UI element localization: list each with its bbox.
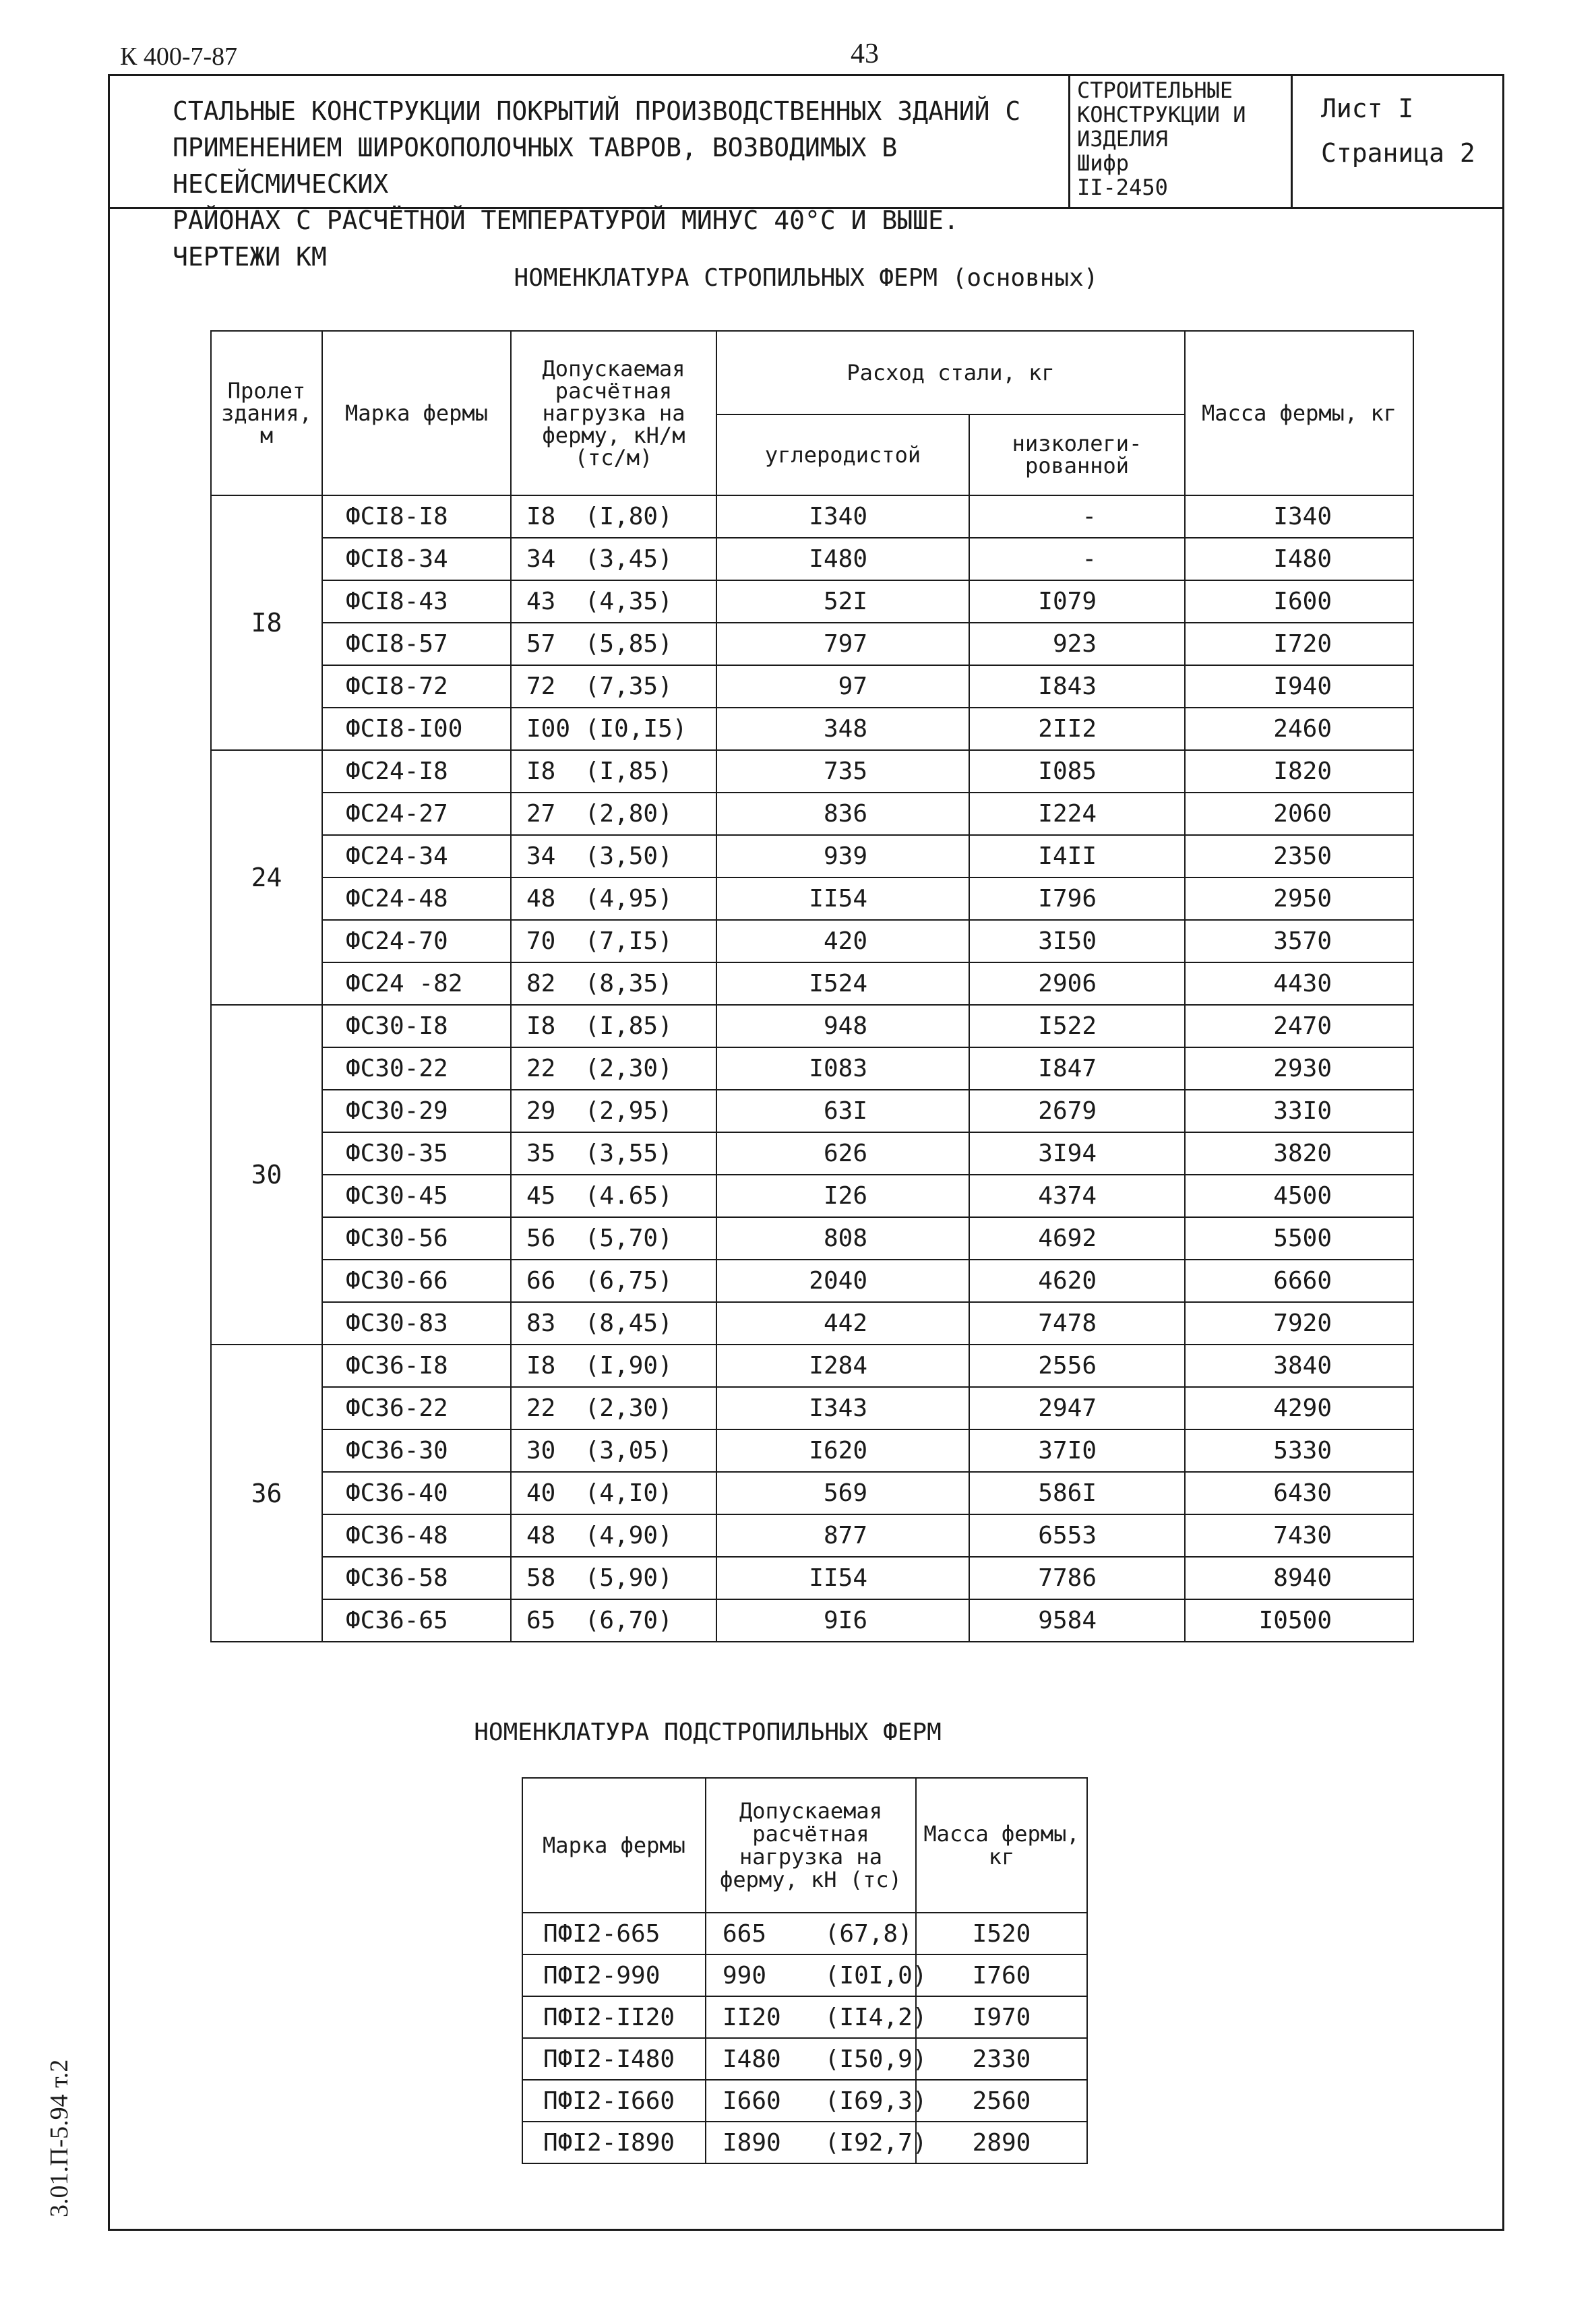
load-cell: 22 (2,30): [511, 1047, 716, 1090]
mass-cell: I760: [916, 1954, 1087, 1996]
mark-cell: ФСI8-I00: [322, 708, 511, 750]
load-cell: 40 (4,I0): [511, 1472, 716, 1514]
mass-cell: 2560: [916, 2080, 1087, 2122]
series-line: Шифр: [1077, 150, 1130, 176]
mass-cell: 2930: [1185, 1047, 1413, 1090]
low-alloy-cell: 586I: [969, 1472, 1185, 1514]
low-alloy-cell: I522: [969, 1005, 1185, 1047]
table-row: [211, 877, 1413, 920]
mark-cell: ФС24-34: [322, 835, 511, 877]
mass-cell: I520: [916, 1913, 1087, 1954]
table-row: [211, 750, 1413, 793]
mass-cell: 3840: [1185, 1345, 1413, 1387]
header-span: Пролет здания, м: [211, 331, 322, 495]
mass-cell: 7430: [1185, 1514, 1413, 1557]
load-cell: 35 (3,55): [511, 1132, 716, 1175]
page-number: 43: [851, 38, 879, 69]
carbon-cell: 97: [716, 665, 969, 708]
table-row: [211, 1090, 1413, 1132]
load-cell: 83 (8,45): [511, 1302, 716, 1345]
carbon-cell: 939: [716, 835, 969, 877]
load-cell: I480 (I50,9): [706, 2038, 916, 2080]
table-row: [211, 1302, 1413, 1345]
carbon-cell: 836: [716, 793, 969, 835]
carbon-cell: 797: [716, 623, 969, 665]
load-cell: 70 (7,I5): [511, 920, 716, 962]
low-alloy-cell: 7478: [969, 1302, 1185, 1345]
mass-cell: 2890: [916, 2122, 1087, 2163]
table-row: [211, 1260, 1413, 1302]
low-alloy-cell: I224: [969, 793, 1185, 835]
table-row: [211, 665, 1413, 708]
carbon-cell: I284: [716, 1345, 969, 1387]
mark-cell: ФС24 -82: [322, 962, 511, 1005]
table-row: [211, 1345, 1413, 1387]
mass-cell: I940: [1185, 665, 1413, 708]
mark-cell: ФС30-I8: [322, 1005, 511, 1047]
load-cell: II20 (II4,2): [706, 1996, 916, 2038]
sub-header-mark: Марка фермы: [522, 1778, 706, 1913]
side-stamp: 3.01.П-5.94 т.2: [45, 2059, 73, 2217]
load-cell: 56 (5,70): [511, 1217, 716, 1260]
document-code: К 400-7-87: [120, 42, 238, 71]
load-cell: 34 (3,45): [511, 538, 716, 580]
load-cell: 58 (5,90): [511, 1557, 716, 1599]
load-cell: 665 (67,8): [706, 1913, 916, 1954]
table-row: [211, 580, 1413, 623]
mark-cell: ФС24-48: [322, 877, 511, 920]
sub-rafter-truss-table: [522, 1777, 1088, 2164]
low-alloy-cell: 923: [969, 623, 1185, 665]
carbon-cell: 348: [716, 708, 969, 750]
table-row: [211, 1429, 1413, 1472]
table-row: [211, 962, 1413, 1005]
carbon-cell: I340: [716, 495, 969, 538]
carbon-cell: 626: [716, 1132, 969, 1175]
load-cell: 34 (3,50): [511, 835, 716, 877]
table-row: [211, 1005, 1413, 1047]
header-low-alloy: низколеги-рованной: [969, 414, 1185, 495]
low-alloy-cell: 3I50: [969, 920, 1185, 962]
mark-cell: ПФI2-I660: [522, 2080, 706, 2122]
table-row: [211, 1132, 1413, 1175]
mark-cell: ФСI8-57: [322, 623, 511, 665]
table-row: [211, 1599, 1413, 1642]
table-row: [522, 2038, 1087, 2080]
sub-header-mass: Масса фермы, кг: [916, 1778, 1087, 1913]
title-text: [108, 74, 1070, 272]
series-line: II-2450: [1077, 175, 1168, 200]
series-info: [1070, 74, 1293, 207]
page-label: Страница 2: [1321, 138, 1475, 168]
carbon-cell: 808: [716, 1217, 969, 1260]
low-alloy-cell: I4II: [969, 835, 1185, 877]
carbon-cell: 948: [716, 1005, 969, 1047]
mass-cell: I970: [916, 1996, 1087, 2038]
load-cell: I8 (I,85): [511, 750, 716, 793]
load-cell: 990 (I0I,0): [706, 1954, 916, 1996]
title-line: ПРИМЕНЕНИЕМ ШИРОКОПОЛОЧНЫХ ТАВРОВ, ВОЗВОДИМЫХ В НЕСЕЙСМИЧЕСКИХ: [173, 133, 898, 199]
low-alloy-cell: 9584: [969, 1599, 1185, 1642]
mass-cell: 2350: [1185, 835, 1413, 877]
mark-cell: ФС30-22: [322, 1047, 511, 1090]
mass-cell: 4430: [1185, 962, 1413, 1005]
title-block: [108, 74, 1504, 272]
load-cell: 82 (8,35): [511, 962, 716, 1005]
low-alloy-cell: I796: [969, 877, 1185, 920]
low-alloy-cell: 7786: [969, 1557, 1185, 1599]
mass-cell: 4290: [1185, 1387, 1413, 1429]
carbon-cell: 2040: [716, 1260, 969, 1302]
load-cell: 65 (6,70): [511, 1599, 716, 1642]
load-cell: I890 (I92,7): [706, 2122, 916, 2163]
mass-cell: 2950: [1185, 877, 1413, 920]
series-line: КОНСТРУКЦИИ И: [1077, 102, 1246, 127]
mark-cell: ФС30-35: [322, 1132, 511, 1175]
load-cell: 43 (4,35): [511, 580, 716, 623]
table-row: [211, 793, 1413, 835]
mark-cell: ПФI2-I890: [522, 2122, 706, 2163]
header-mark: Марка фермы: [322, 331, 511, 495]
carbon-cell: I26: [716, 1175, 969, 1217]
table-row: [211, 708, 1413, 750]
low-alloy-cell: 2556: [969, 1345, 1185, 1387]
low-alloy-cell: 2II2: [969, 708, 1185, 750]
series-line: ИЗДЕЛИЯ: [1077, 126, 1168, 152]
load-cell: 48 (4,95): [511, 877, 716, 920]
load-cell: 45 (4.65): [511, 1175, 716, 1217]
carbon-cell: 877: [716, 1514, 969, 1557]
mass-cell: 3820: [1185, 1132, 1413, 1175]
mark-cell: ФС36-22: [322, 1387, 511, 1429]
sheet-number: Лист I: [1321, 94, 1414, 123]
load-cell: I00 (I0,I5): [511, 708, 716, 750]
mass-cell: 8940: [1185, 1557, 1413, 1599]
mass-cell: 2470: [1185, 1005, 1413, 1047]
title-line: РАЙОНАХ С РАСЧЁТНОЙ ТЕМПЕРАТУРОЙ МИНУС 40°С И ВЫШЕ. ЧЕРТЕЖИ КМ: [173, 206, 959, 272]
table-row: [211, 1047, 1413, 1090]
header-mass: Масса фермы, кг: [1185, 331, 1413, 495]
mark-cell: ФС30-83: [322, 1302, 511, 1345]
low-alloy-cell: -: [969, 495, 1185, 538]
low-alloy-cell: 2679: [969, 1090, 1185, 1132]
carbon-cell: II54: [716, 1557, 969, 1599]
table-row: [211, 835, 1413, 877]
mark-cell: ФСI8-I8: [322, 495, 511, 538]
span-cell: 30: [211, 1005, 322, 1345]
header-load: Допускаемая расчётная нагрузка на ферму, кН/м (тс/м): [511, 331, 716, 495]
low-alloy-cell: I085: [969, 750, 1185, 793]
table-row: [211, 1387, 1413, 1429]
low-alloy-cell: 4620: [969, 1260, 1185, 1302]
mass-cell: 6430: [1185, 1472, 1413, 1514]
carbon-cell: II54: [716, 877, 969, 920]
carbon-cell: I524: [716, 962, 969, 1005]
sub-header-load: Допускаемая расчётная нагрузка на ферму, кН (тс): [706, 1778, 916, 1913]
span-cell: I8: [211, 495, 322, 750]
mark-cell: ПФI2-I480: [522, 2038, 706, 2080]
title-line: СТАЛЬНЫЕ КОНСТРУКЦИИ ПОКРЫТИЙ ПРОИЗВОДСТВЕННЫХ ЗДАНИЙ С: [173, 96, 1021, 126]
load-cell: I8 (I,90): [511, 1345, 716, 1387]
mark-cell: ПФI2-665: [522, 1913, 706, 1954]
mass-cell: 33I0: [1185, 1090, 1413, 1132]
mark-cell: ФС36-I8: [322, 1345, 511, 1387]
mark-cell: ФС36-48: [322, 1514, 511, 1557]
mass-cell: I340: [1185, 495, 1413, 538]
mass-cell: 2460: [1185, 708, 1413, 750]
mark-cell: ФС24-70: [322, 920, 511, 962]
mark-cell: ФСI8-72: [322, 665, 511, 708]
carbon-cell: I083: [716, 1047, 969, 1090]
carbon-cell: I343: [716, 1387, 969, 1429]
mass-cell: 7920: [1185, 1302, 1413, 1345]
low-alloy-cell: I079: [969, 580, 1185, 623]
mark-cell: ФС24-27: [322, 793, 511, 835]
table-row: [211, 538, 1413, 580]
load-cell: 29 (2,95): [511, 1090, 716, 1132]
low-alloy-cell: I847: [969, 1047, 1185, 1090]
low-alloy-cell: 3I94: [969, 1132, 1185, 1175]
mass-cell: 2060: [1185, 793, 1413, 835]
table-row: [522, 1954, 1087, 1996]
mark-cell: ФСI8-34: [322, 538, 511, 580]
mark-cell: ФС36-40: [322, 1472, 511, 1514]
carbon-cell: 420: [716, 920, 969, 962]
mark-cell: ФС36-30: [322, 1429, 511, 1472]
mass-cell: I0500: [1185, 1599, 1413, 1642]
load-cell: 66 (6,75): [511, 1260, 716, 1302]
carbon-cell: I620: [716, 1429, 969, 1472]
low-alloy-cell: 37I0: [969, 1429, 1185, 1472]
sub-table-heading: НОМЕНКЛАТУРА ПОДСТРОПИЛЬНЫХ ФЕРМ: [474, 1719, 942, 1746]
main-table-heading: НОМЕНКЛАТУРА СТРОПИЛЬНЫХ ФЕРМ (основных): [514, 264, 1099, 292]
low-alloy-cell: -: [969, 538, 1185, 580]
table-row: [211, 1175, 1413, 1217]
mass-cell: 4500: [1185, 1175, 1413, 1217]
low-alloy-cell: 2947: [969, 1387, 1185, 1429]
mark-cell: ФС30-56: [322, 1217, 511, 1260]
table-row: [211, 1472, 1413, 1514]
carbon-cell: 52I: [716, 580, 969, 623]
carbon-cell: I480: [716, 538, 969, 580]
table-row: [211, 495, 1413, 538]
load-cell: 48 (4,90): [511, 1514, 716, 1557]
carbon-cell: 9I6: [716, 1599, 969, 1642]
table-row: [211, 623, 1413, 665]
mass-cell: 5330: [1185, 1429, 1413, 1472]
mark-cell: ФСI8-43: [322, 580, 511, 623]
carbon-cell: 63I: [716, 1090, 969, 1132]
mass-cell: 3570: [1185, 920, 1413, 962]
mass-cell: I600: [1185, 580, 1413, 623]
series-line: СТРОИТЕЛЬНЫЕ: [1077, 78, 1233, 103]
load-cell: I8 (I,85): [511, 1005, 716, 1047]
table-row: [522, 1996, 1087, 2038]
mass-cell: I720: [1185, 623, 1413, 665]
sheet-info: [1293, 74, 1504, 207]
low-alloy-cell: 4692: [969, 1217, 1185, 1260]
table-row: [211, 1514, 1413, 1557]
header-carbon: углеродистой: [716, 414, 969, 495]
load-cell: 72 (7,35): [511, 665, 716, 708]
mark-cell: ПФI2-990: [522, 1954, 706, 1996]
table-row: [211, 920, 1413, 962]
load-cell: I660 (I69,3): [706, 2080, 916, 2122]
load-cell: 57 (5,85): [511, 623, 716, 665]
load-cell: I8 (I,80): [511, 495, 716, 538]
mark-cell: ФС30-45: [322, 1175, 511, 1217]
table-row: [211, 1217, 1413, 1260]
table-row: [522, 2080, 1087, 2122]
load-cell: 22 (2,30): [511, 1387, 716, 1429]
mark-cell: ФС36-65: [322, 1599, 511, 1642]
header-steel: Расход стали, кг: [716, 331, 1185, 414]
table-row: [522, 1913, 1087, 1954]
mark-cell: ФС24-I8: [322, 750, 511, 793]
mass-cell: 6660: [1185, 1260, 1413, 1302]
carbon-cell: 442: [716, 1302, 969, 1345]
span-cell: 36: [211, 1345, 322, 1642]
span-cell: 24: [211, 750, 322, 1005]
mark-cell: ПФI2-II20: [522, 1996, 706, 2038]
mark-cell: ФС30-66: [322, 1260, 511, 1302]
carbon-cell: 735: [716, 750, 969, 793]
rafter-truss-table: [210, 330, 1414, 1642]
table-row: [522, 2122, 1087, 2163]
mark-cell: ФС30-29: [322, 1090, 511, 1132]
mass-cell: I820: [1185, 750, 1413, 793]
carbon-cell: 569: [716, 1472, 969, 1514]
load-cell: 27 (2,80): [511, 793, 716, 835]
low-alloy-cell: I843: [969, 665, 1185, 708]
low-alloy-cell: 6553: [969, 1514, 1185, 1557]
mark-cell: ФС36-58: [322, 1557, 511, 1599]
load-cell: 30 (3,05): [511, 1429, 716, 1472]
mass-cell: 2330: [916, 2038, 1087, 2080]
table-row: [211, 1557, 1413, 1599]
mass-cell: 5500: [1185, 1217, 1413, 1260]
low-alloy-cell: 2906: [969, 962, 1185, 1005]
mass-cell: I480: [1185, 538, 1413, 580]
low-alloy-cell: 4374: [969, 1175, 1185, 1217]
